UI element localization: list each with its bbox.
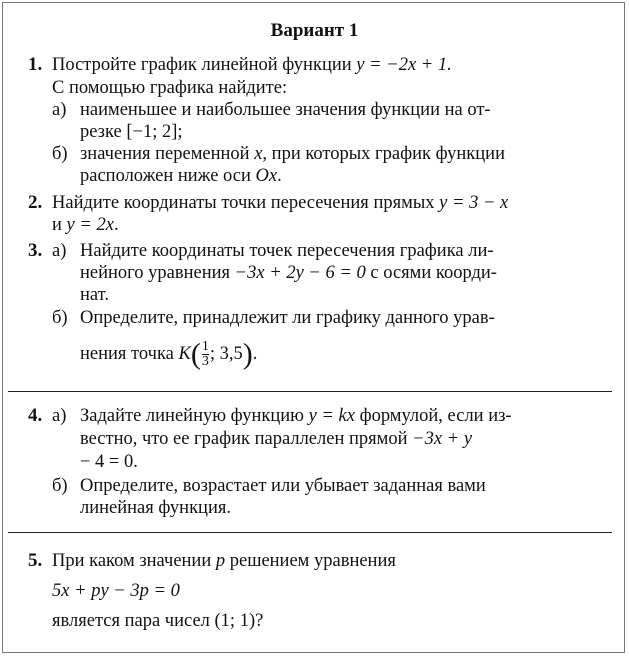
task3-a-line2: нейного уравнения −3x + 2y − 6 = 0 с осями коорди- (80, 263, 497, 283)
task4-a-line3: − 4 = 0. (80, 452, 138, 472)
task3-a-label: а) (52, 241, 67, 261)
task3-a-line3: нат. (80, 285, 109, 305)
task4-number: 4. (28, 405, 43, 426)
task1-b-label: б) (52, 144, 68, 164)
task1-a-line2: резке [−1; 2]; (80, 122, 183, 142)
task3-a-line1: Найдите координаты точек пересечения графика ли- (80, 241, 494, 261)
task2-line1: Найдите координаты точки пересечения прямых y = 3 − x (52, 193, 509, 213)
task4-b-line1: Определите, возрастает или убывает заданная вами (80, 476, 486, 496)
task4-a-line2: вестно, что ее график параллелен прямой −3x + y (80, 429, 473, 449)
task5-number: 5. (28, 550, 43, 571)
task1-a-label: а) (52, 100, 67, 120)
task3-b-label: б) (52, 308, 68, 328)
task2-line2: и y = 2x. (52, 215, 119, 235)
task1-equation: y = −2x + 1. (356, 55, 452, 75)
fraction-one-third: $\frac{1}{3}$ (201, 339, 209, 369)
task1-number: 1. (28, 54, 43, 75)
task4-b-label: б) (52, 476, 68, 496)
task3-b-line2: нения точка K( $\frac{1}{3}$ ; 3,5). (80, 337, 258, 371)
task3-number: 3. (28, 240, 43, 261)
task1-b-line2: расположен ниже оси Ox. (80, 166, 282, 186)
task2-number: 2. (28, 192, 43, 213)
task1-line2: С помощью графика найдите: (52, 78, 288, 98)
task1-b-line1: значения переменной x, при которых график функции (80, 144, 505, 164)
task4-a-label: а) (52, 406, 67, 426)
task5-line3: является пара чисел (1; 1)? (52, 611, 264, 631)
task1-a-line1: наименьшее и наибольшее значения функции на от- (80, 100, 491, 120)
task1-line1: Постройте график линейной функции y = −2x + 1. (52, 55, 452, 75)
section-divider-2 (8, 532, 612, 533)
variant-title: Вариант 1 (270, 20, 359, 41)
section-divider-1 (8, 391, 612, 392)
task5-line1: При каком значении p решением уравнения (52, 551, 396, 571)
task4-b-line2: линейная функция. (80, 498, 231, 518)
task4-a-line1: Задайте линейную функцию y = kx формулой, если из- (80, 406, 512, 426)
task3-b-line1: Определите, принадлежит ли графику данного урав- (80, 308, 495, 328)
task5-equation: 5x + py − 3p = 0 (52, 581, 180, 601)
